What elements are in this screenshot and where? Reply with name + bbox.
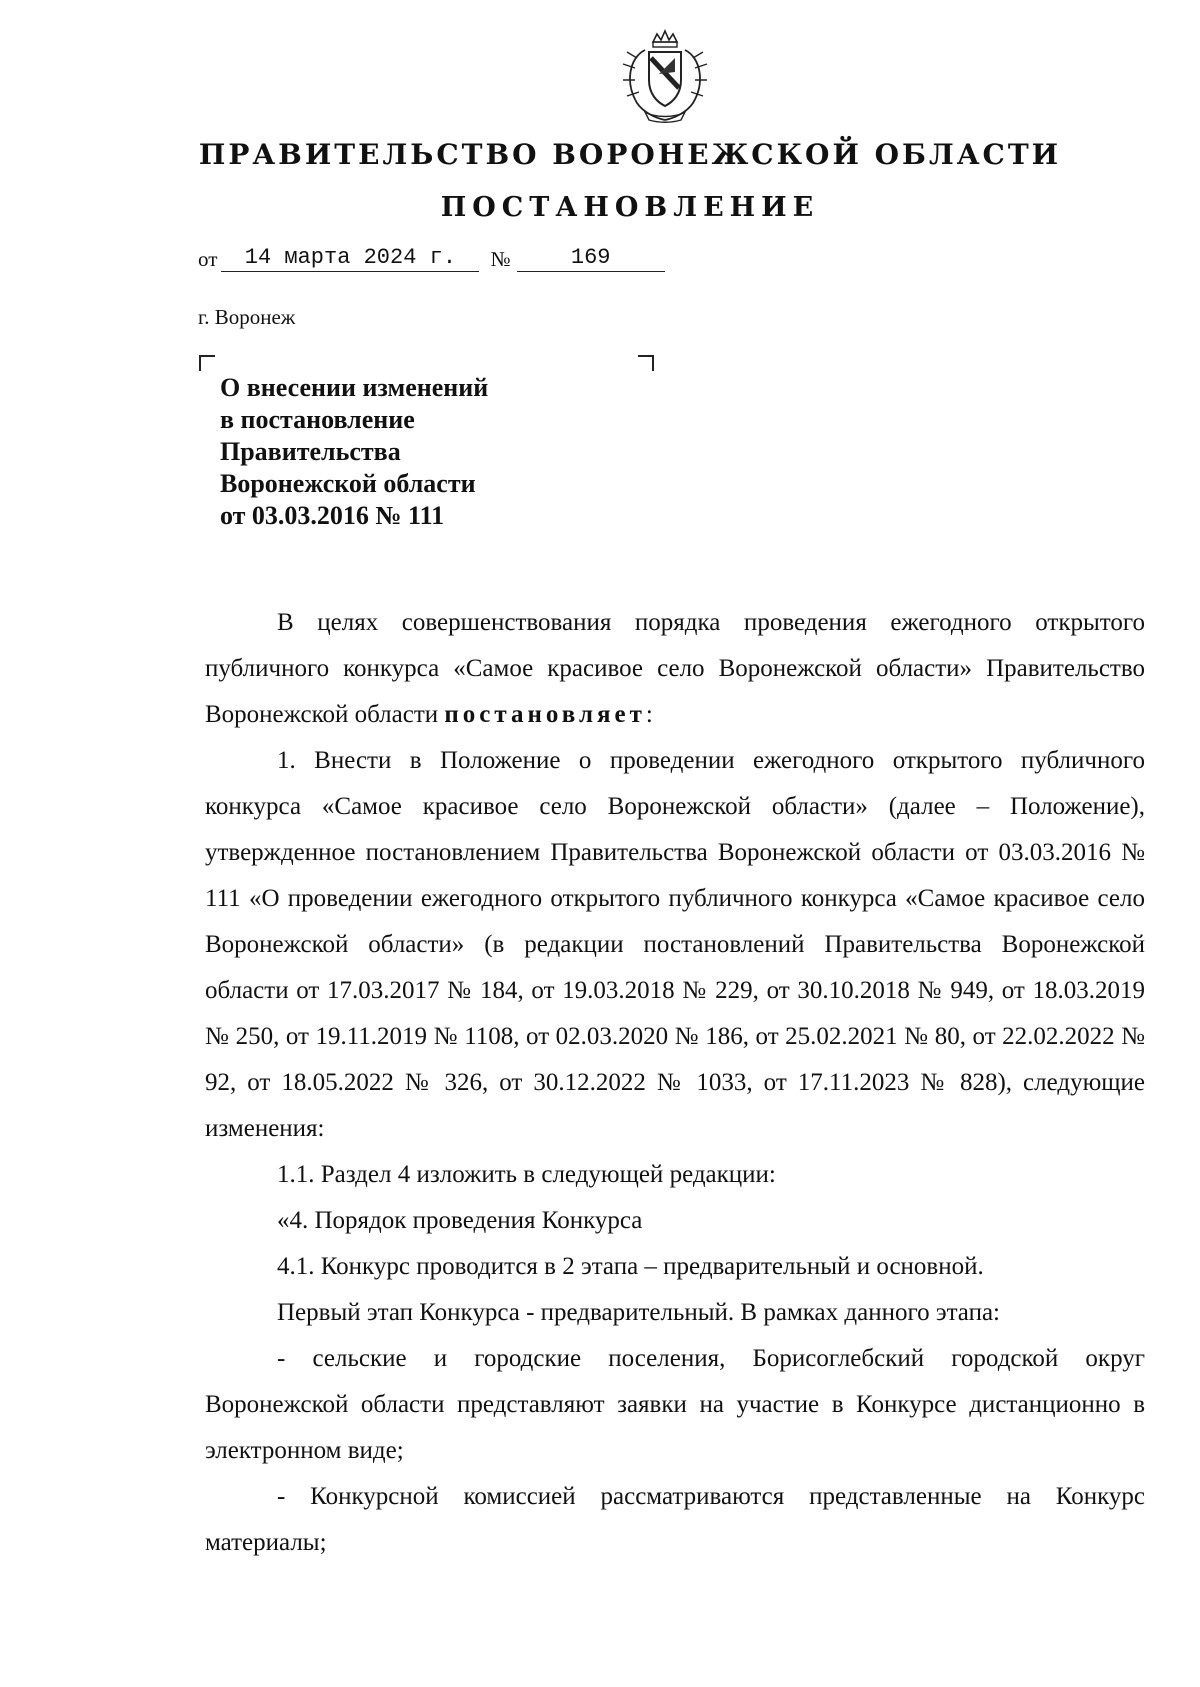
document-number: 169 (517, 245, 665, 272)
document-date: 14 марта 2024 г. (221, 245, 479, 272)
number-prefix: № (490, 247, 511, 271)
subject-corner-mark-right (638, 355, 654, 371)
section-4-heading: «4. Порядок проведения Конкурса (277, 1207, 643, 1234)
subject-line: О внесении изменений (220, 373, 489, 402)
document-body (205, 600, 1145, 1566)
date-number-line (198, 245, 665, 272)
subject-line: от 03.03.2016 № 111 (220, 501, 445, 530)
subject-line: Воронежской области (220, 469, 476, 498)
subject-corner-mark-left (199, 355, 215, 371)
date-prefix: от (198, 247, 218, 271)
decree-word: постановляет (444, 701, 646, 728)
paragraph-4-1: 4.1. Конкурс проводится в 2 этапа – предварительный и основной. (277, 1253, 984, 1280)
paragraph-1-1: 1.1. Раздел 4 изложить в следующей редакции: (277, 1161, 776, 1188)
intro-text: В целях совершенствования порядка проведения ежегодного открытого публичного конкурса «Самое красивое село Воронежской области» Правительство Воронежской области (205, 609, 1145, 728)
document-type-heading: ПОСТАНОВЛЕНИЕ (440, 192, 820, 223)
subject-line: в постановление (220, 405, 415, 434)
city-label: г. Воронеж (198, 305, 296, 329)
list-item: - Конкурсной комиссией рассматриваются представленные на Конкурс материалы; (205, 1483, 1145, 1556)
list-item: - сельские и городские поселения, Борисоглебский городской округ Воронежской области представляют заявки на участие в Конкурсе дистанционно в электронном виде; (205, 1345, 1145, 1464)
coat-of-arms-emblem (615, 28, 715, 123)
document-subject (220, 372, 640, 532)
intro-colon: : (645, 701, 653, 728)
subject-line: Правительства (220, 437, 401, 466)
paragraph-1: 1. Внести в Положение о проведении ежегодного открытого публичного конкурса «Самое красивое село Воронежской области» (далее – Положение), утвержденное постановлением Правительства Воронежской области от 03.03.2016 № 111 «О проведении ежегодного открытого публичного конкурса «Самое красивое село Воронежской области» (в редакции постановлений Правительства Воронежской области от 17.03.2017 № 184, от 19.03.2018 № 229, от 30.10.2018 № 949, от 18.03.2019 № 250, от 19.11.2019 № 1108, от 02.03.2020 № 186, от 25.02.2021 № 80, от 22.02.2022 № 92, от 18.05.2022 № 326, от 30.12.2022 № 1033, от 17.11.2023 № 828), следующие изменения: (205, 747, 1145, 1142)
government-title: ПРАВИТЕЛЬСТВО ВОРОНЕЖСКОЙ ОБЛАСТИ (198, 138, 1062, 171)
paragraph-stage-1: Первый этап Конкурса - предварительный. В рамках данного этапа: (277, 1299, 1000, 1326)
intro-paragraph (205, 600, 1145, 738)
